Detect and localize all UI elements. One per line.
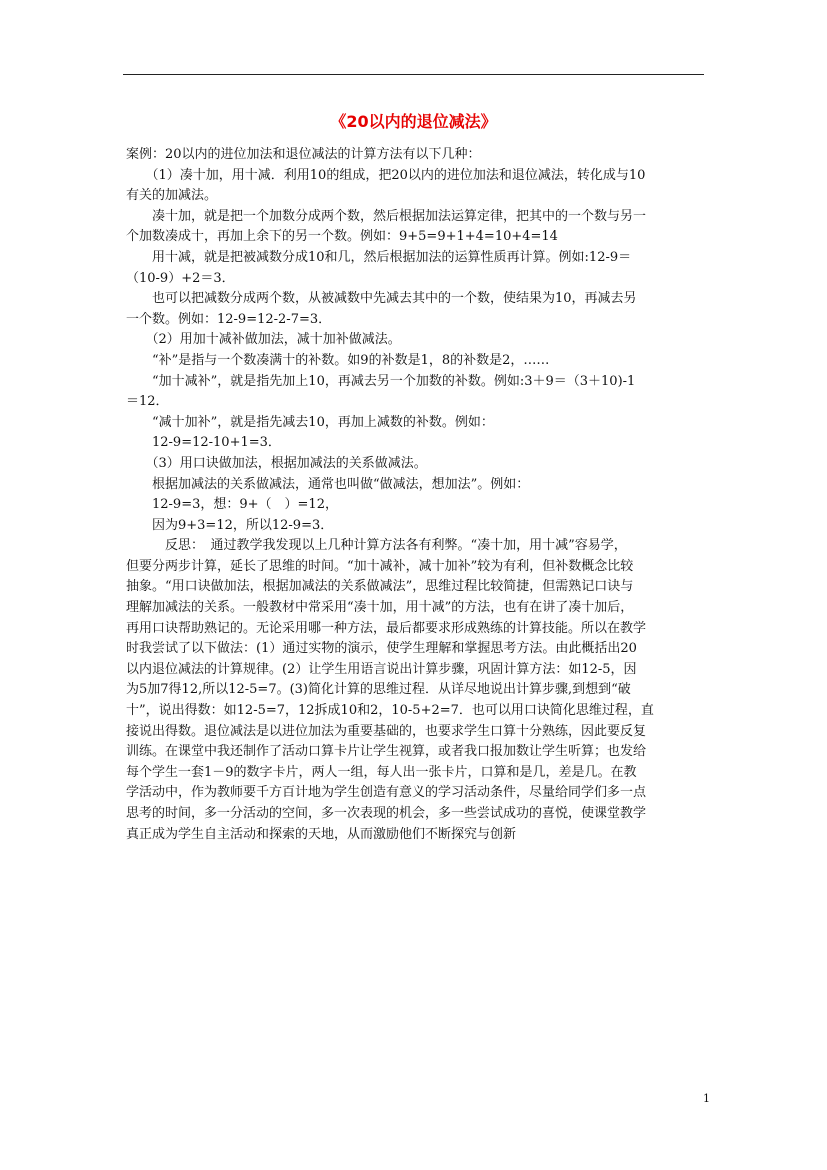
text-line: 用十减，就是把被减数分成10和几，然后根据加法的运算性质再计算。例如:12-9＝ (126, 249, 632, 265)
text-line: 个加数凑成十，再加上余下的另一个数。例如：9+5=9+1+4=10+4=14 (126, 229, 558, 245)
text-line: 接说出得数。退位减法是以进位加法为重要基础的，也要求学生口算十分熟练，因此要反复 (126, 723, 647, 739)
text-line: 十”，说出得数：如12-5=7，12拆成10和2，10-5+2=7．也可以用口诀简化思维过程，直 (126, 703, 654, 719)
text-line: 再用口诀帮助熟记的。无论采用哪一种方法，最后都要求形成熟练的计算技能。所以在教学 (126, 620, 647, 636)
text-line: 12-9=12-10+1=3． (126, 435, 281, 451)
text-line: （10-9）+2＝3． (126, 270, 235, 286)
document-body (126, 145, 708, 845)
text-line: 为5加7得12,所以12-5=7。(3)简化计算的思维过程．从详尽地说出计算步骤,到想到“破 (126, 682, 631, 698)
header-rule (123, 74, 704, 75)
text-line: 因为9+3=12，所以12-9=3． (126, 517, 334, 533)
text-line: “减十加补”，就是指先减去10，再加上减数的补数。例如： (126, 414, 494, 430)
text-line: 思考的时间，多一分活动的空间，多一次表现的机会，多一些尝试成功的喜悦，使课堂教学 (126, 806, 647, 821)
text-line: 12-9=3，想：9+（ ）=12， (126, 497, 338, 513)
text-line: 也可以把减数分成两个数，从被减数中先减去其中的一个数，使结果为10，再减去另 (126, 291, 637, 307)
text-line: 学活动中，作为教师要千方百计地为学生创造有意义的学习活动条件，尽量给同学们多一点 (126, 785, 647, 801)
text-line: 以内退位减法的计算规律。(2）让学生用语言说出计算步骤，巩固计算方法：如12-5，因 (126, 661, 637, 677)
text-line: 凑十加，就是把一个加数分成两个数，然后根据加法运算定律，把其中的一个数与另一 (126, 208, 647, 224)
document-title: 《20以内的退位减法》 (330, 112, 497, 131)
text-line: 理解加减法的关系。一般教材中常采用“凑十加，用十减”的方法，也有在讲了凑十加后， (126, 600, 634, 616)
text-line: “加十减补”，就是指先加上10，再减去另一个加数的补数。例如:3＋9＝（3＋10)-1 (126, 373, 636, 389)
text-line: 反思： 通过教学我发现以上几种计算方法各有利弊。“凑十加，用十减”容易学， (126, 538, 627, 554)
text-line: ＝12． (126, 394, 169, 410)
text-line: 抽象。“用口诀做加法，根据加减法的关系做减法”，思维过程比较简捷，但需熟记口诀与 (126, 579, 634, 595)
text-line: “补”是指与一个数凑满十的补数。如9的补数是1，8的补数是2，…… (126, 352, 550, 368)
text-line: （3）用口诀做加法，根据加减法的关系做减法。 (126, 455, 427, 471)
text-line: 每个学生一套1－9的数字卡片，两人一组，每人出一张卡片，口算和是几，差是几。在教 (126, 764, 637, 780)
text-line: 但要分两步计算，延长了思维的时间。“加十减补，减十加补”较为有利，但补数概念比较 (126, 558, 634, 574)
text-line: 案例：20以内的进位加法和退位减法的计算方法有以下几种： (126, 147, 481, 162)
text-line: 一个数。例如：12-9=12-2-7=3． (126, 311, 332, 327)
text-line: （2）用加十减补做加法，减十加补做减法。 (126, 332, 401, 348)
text-line: 有关的加减法。 (126, 188, 218, 204)
text-line: （1）凑十加，用十减．利用10的组成，把20以内的进位加法和退位减法，转化成与10 (126, 167, 646, 183)
text-line: 时我尝试了以下做法：(1）通过实物的演示，使学生理解和掌握思考方法。由此概括出20 (126, 641, 637, 657)
text-line: 训练。在课堂中我还制作了活动口算卡片让学生视算，或者我口报加数让学生听算；也发给 (126, 744, 647, 760)
text-line: 真正成为学生自主活动和探索的天地，从而激励他们不断探究与创新 (126, 826, 517, 842)
text-line: 根据加减法的关系做减法，通常也叫做“做减法，想加法”。例如： (126, 476, 530, 492)
page-number: 1 (703, 1092, 710, 1105)
